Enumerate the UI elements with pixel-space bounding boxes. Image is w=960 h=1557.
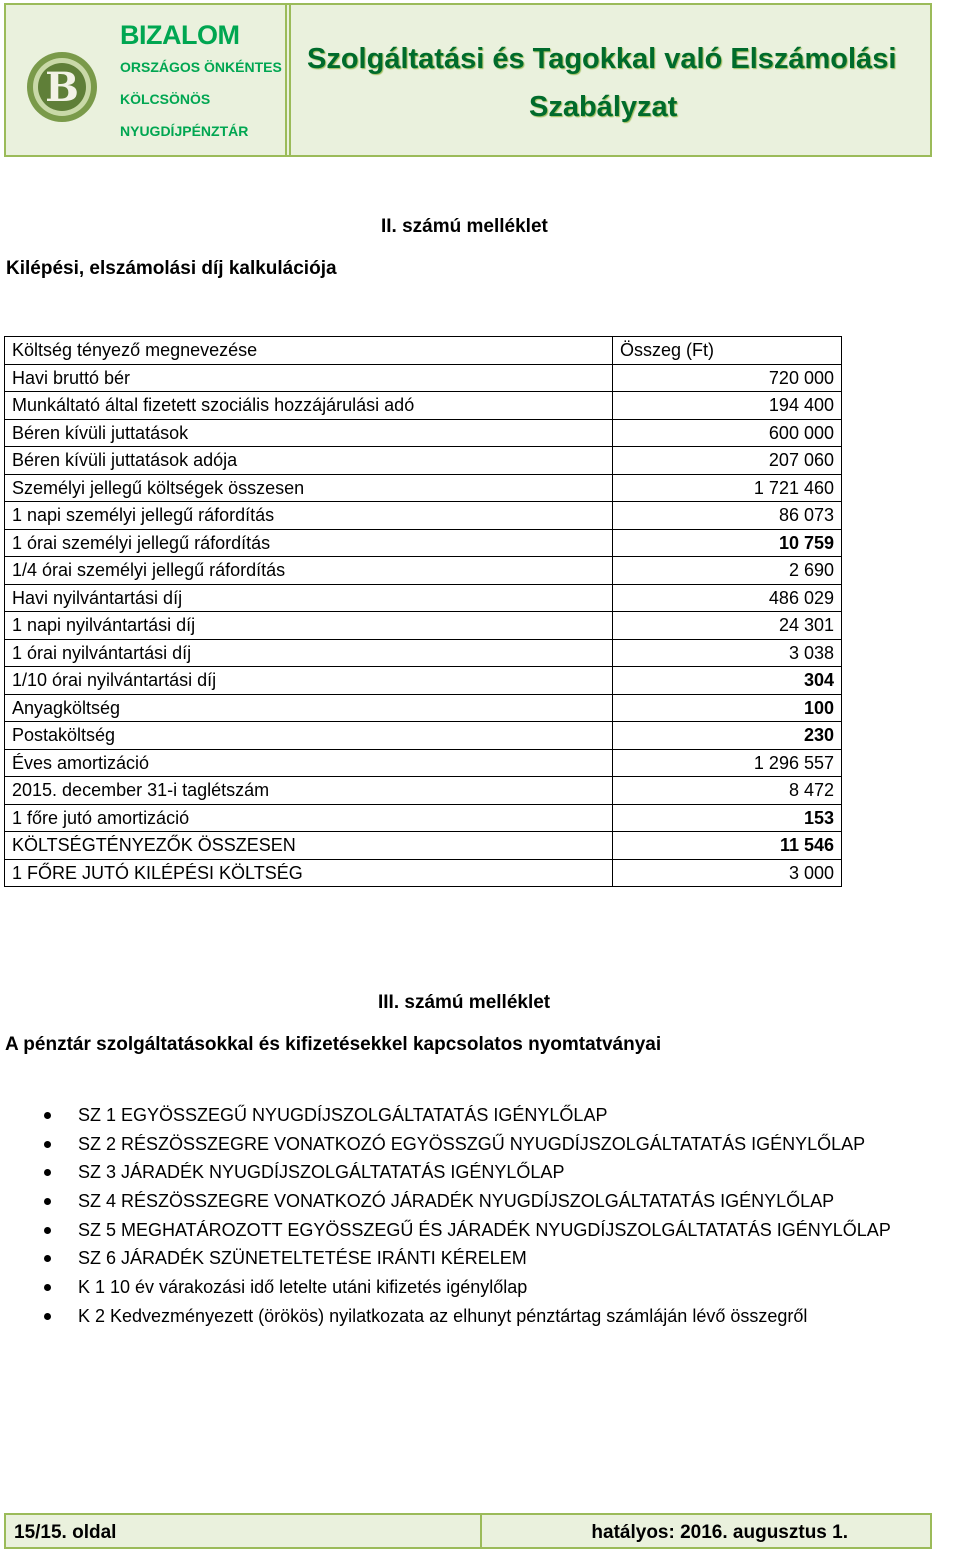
cost-item-amount: 207 060	[613, 447, 842, 475]
cost-item-amount: 8 472	[613, 777, 842, 805]
column-header-name: Költség tényező megnevezése	[5, 337, 613, 365]
cost-item-amount: 11 546	[613, 832, 842, 860]
table-row	[5, 667, 842, 695]
column-header-amount: Összeg (Ft)	[613, 337, 842, 365]
table-row	[5, 612, 842, 640]
table-row	[5, 529, 842, 557]
cost-item-name: 1 napi személyi jellegű ráfordítás	[5, 502, 613, 530]
page-number: 15/15. oldal	[6, 1515, 482, 1547]
list-item: K 1 10 év várakozási idő letelte utáni kifizetés igénylőlap	[40, 1273, 891, 1302]
cost-item-name: 1 FŐRE JUTÓ KILÉPÉSI KÖLTSÉG	[5, 859, 613, 887]
annex-2-heading: Kilépési, elszámolási díj kalkulációja	[6, 258, 337, 279]
effective-date: hatályos: 2016. augusztus 1.	[591, 1522, 848, 1543]
table-row	[5, 447, 842, 475]
list-item: SZ 1 EGYÖSSZEGŰ NYUGDÍJSZOLGÁLTATATÁS IGÉNYLŐLAP	[40, 1101, 891, 1130]
cost-item-amount: 3 038	[613, 639, 842, 667]
cost-item-amount: 100	[613, 694, 842, 722]
table-row	[5, 502, 842, 530]
list-item: SZ 2 RÉSZÖSSZEGRE VONATKOZÓ EGYÖSSZGŰ NYUGDÍJSZOLGÁLTATATÁS IGÉNYLŐLAP	[40, 1130, 891, 1159]
cost-item-name: 2015. december 31-i taglétszám	[5, 777, 613, 805]
cost-item-name: Béren kívüli juttatások adója	[5, 447, 613, 475]
bizalom-logo-icon	[26, 51, 98, 123]
cost-item-name: 1/10 órai nyilvántartási díj	[5, 667, 613, 695]
cost-item-amount: 720 000	[613, 364, 842, 392]
cost-item-name: 1 főre jutó amortizáció	[5, 804, 613, 832]
forms-list	[40, 1101, 891, 1331]
logo-line-1: ORSZÁGOS ÖNKÉNTES	[120, 59, 282, 75]
cost-table	[4, 336, 842, 887]
table-row	[5, 419, 842, 447]
logo-text	[120, 19, 282, 147]
table-row	[5, 639, 842, 667]
cost-item-amount: 486 029	[613, 584, 842, 612]
list-item: SZ 3 JÁRADÉK NYUGDÍJSZOLGÁLTATATÁS IGÉNYLŐLAP	[40, 1158, 891, 1187]
cost-item-amount: 600 000	[613, 419, 842, 447]
cost-item-amount: 3 000	[613, 859, 842, 887]
cost-item-name: Anyagköltség	[5, 694, 613, 722]
cost-item-name: 1 órai nyilvántartási díj	[5, 639, 613, 667]
cost-item-name: Postaköltség	[5, 722, 613, 750]
cost-item-name: Havi nyilvántartási díj	[5, 584, 613, 612]
table-row	[5, 832, 842, 860]
cost-item-amount: 10 759	[613, 529, 842, 557]
table-row	[5, 364, 842, 392]
logo-title: BIZALOM	[120, 20, 240, 50]
table-row	[5, 474, 842, 502]
cost-item-name: Személyi jellegű költségek összesen	[5, 474, 613, 502]
cost-item-name: 1/4 órai személyi jellegű ráfordítás	[5, 557, 613, 585]
list-item: SZ 6 JÁRADÉK SZÜNETELTETÉSE IRÁNTI KÉRELEM	[40, 1244, 891, 1273]
table-row	[5, 722, 842, 750]
logo-letter: B	[45, 64, 79, 111]
cost-item-name: 1 órai személyi jellegű ráfordítás	[5, 529, 613, 557]
logo-line-3: NYUGDÍJPÉNZTÁR	[120, 123, 249, 139]
cost-item-amount: 86 073	[613, 502, 842, 530]
document-title	[289, 3, 932, 157]
table-row	[5, 749, 842, 777]
cost-item-amount: 194 400	[613, 392, 842, 420]
cost-item-amount: 304	[613, 667, 842, 695]
cost-item-name: Munkáltató által fizetett szociális hozzájárulási adó	[5, 392, 613, 420]
table-row	[5, 557, 842, 585]
document-title-line-2: Szabályzat	[529, 91, 678, 123]
cost-item-amount: 230	[613, 722, 842, 750]
cost-item-amount: 1 721 460	[613, 474, 842, 502]
annex-2-title: II. számú melléklet	[381, 216, 548, 237]
list-item: SZ 4 RÉSZÖSSZEGRE VONATKOZÓ JÁRADÉK NYUGDÍJSZOLGÁLTATATÁS IGÉNYLŐLAP	[40, 1187, 891, 1216]
document-title-line-1: Szolgáltatási és Tagokkal való Elszámolási	[307, 43, 897, 75]
cost-item-amount: 2 690	[613, 557, 842, 585]
cost-item-name: 1 napi nyilvántartási díj	[5, 612, 613, 640]
logo-block	[4, 3, 287, 157]
table-row	[5, 804, 842, 832]
cost-item-name: KÖLTSÉGTÉNYEZŐK ÖSSZESEN	[5, 832, 613, 860]
cost-item-amount: 153	[613, 804, 842, 832]
annex-3-title: III. számú melléklet	[378, 992, 551, 1013]
table-row	[5, 777, 842, 805]
table-row	[5, 694, 842, 722]
cost-item-name: Havi bruttó bér	[5, 364, 613, 392]
cost-item-name: Béren kívüli juttatások	[5, 419, 613, 447]
table-row	[5, 392, 842, 420]
cost-item-amount: 1 296 557	[613, 749, 842, 777]
table-row	[5, 584, 842, 612]
cost-item-name: Éves amortizáció	[5, 749, 613, 777]
page-footer	[4, 1513, 932, 1549]
list-item: K 2 Kedvezményezett (örökös) nyilatkozata az elhunyt pénztártag számláján lévő összegről	[40, 1302, 891, 1331]
annex-3-heading: A pénztár szolgáltatásokkal és kifizetésekkel kapcsolatos nyomtatványai	[5, 1034, 662, 1055]
logo-line-2: KÖLCSÖNÖS	[120, 91, 211, 107]
table-header-row	[5, 337, 842, 365]
table-row	[5, 859, 842, 887]
list-item: SZ 5 MEGHATÁROZOTT EGYÖSSZEGŰ ÉS JÁRADÉK NYUGDÍJSZOLGÁLTATATÁS IGÉNYLŐLAP	[40, 1216, 891, 1245]
cost-item-amount: 24 301	[613, 612, 842, 640]
